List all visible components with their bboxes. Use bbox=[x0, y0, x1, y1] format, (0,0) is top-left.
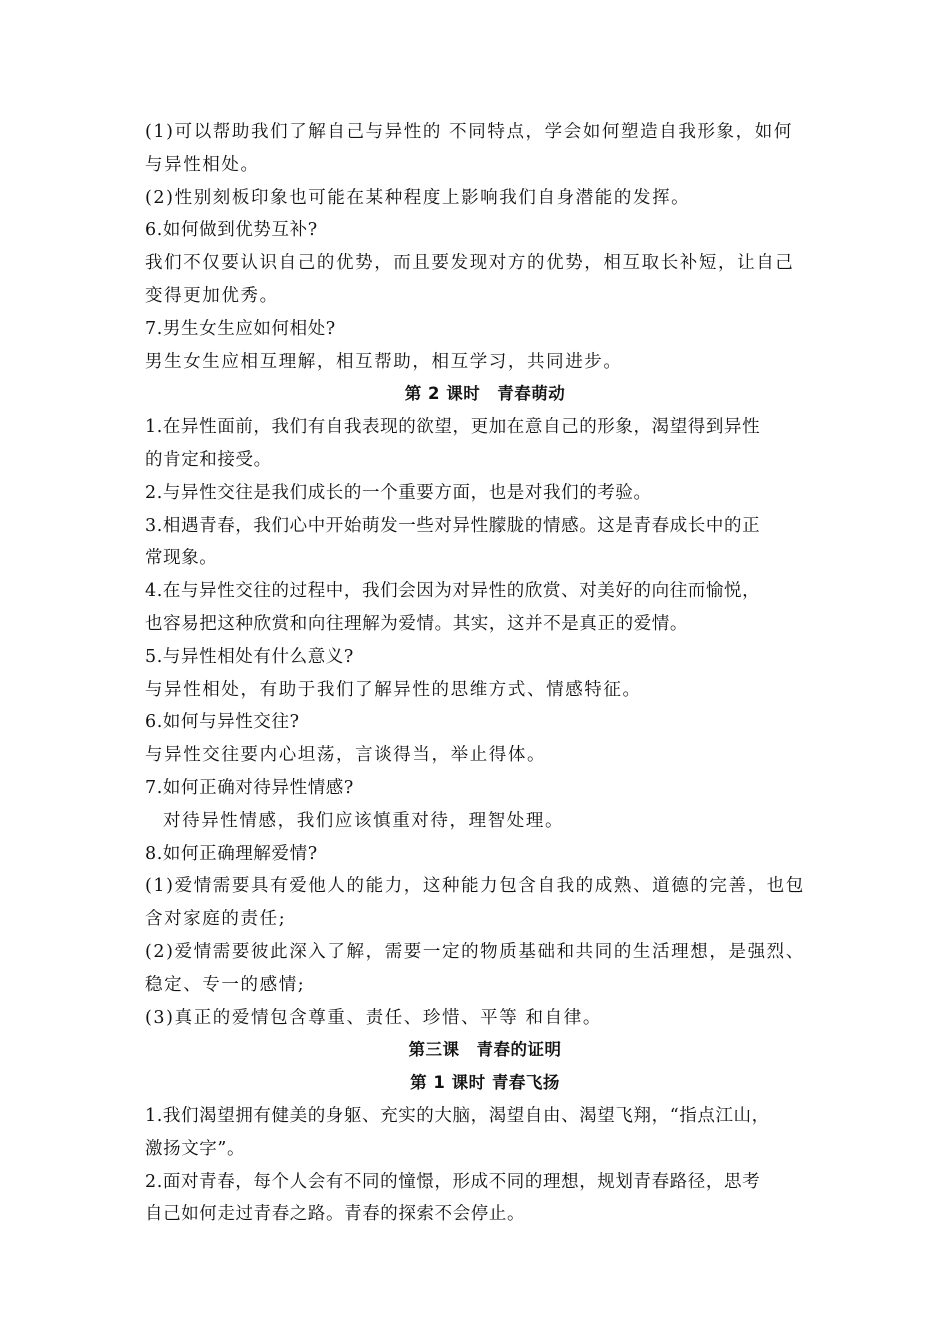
question-line: 5.与异性相处有什么意义? bbox=[145, 646, 354, 667]
question-line: 2.面对青春，每个人会有不同的憧憬，形成不同的理想，规划青春路径，思考 bbox=[145, 1171, 761, 1192]
section-heading: 第 2 课时 青春萌动 bbox=[404, 384, 566, 404]
text-line: 与异性交往要内心坦荡，言谈得当，举止得体。 bbox=[145, 745, 547, 766]
question-line: 1.在异性面前，我们有自我表现的欲望，更加在意自己的形象，渴望得到异性 bbox=[145, 417, 761, 438]
text-line: 对待异性情感，我们应该慎重对待，理智处理。 bbox=[163, 810, 565, 831]
text-line: 与异性相处。 bbox=[145, 154, 260, 175]
text-line: 含对家庭的责任; bbox=[145, 909, 287, 930]
question-line: 常现象。 bbox=[145, 548, 218, 569]
text-line: 变得更加优秀。 bbox=[145, 285, 279, 306]
section-heading: 第三课 青春的证明 bbox=[408, 1040, 562, 1060]
section-heading: 第 1 课时 青春飞扬 bbox=[410, 1073, 560, 1093]
question-line: 也容易把这种欣赏和向往理解为爱情。其实，这并不是真正的爱情。 bbox=[145, 613, 688, 634]
text-line: (1)爱情需要具有爱他人的能力，这种能力包含自我的成熟、道德的完善，也包 bbox=[145, 876, 805, 897]
question-line: 7.如何正确对待异性情感? bbox=[145, 777, 354, 798]
question-line: 6.如何做到优势互补? bbox=[145, 220, 318, 241]
document-body bbox=[145, 116, 815, 1231]
text-line: (2)爱情需要彼此深入了解，需要一定的物质基础和共同的生活理想，是强烈、 bbox=[145, 941, 805, 962]
text-line: 男生女生应相互理解，相互帮助，相互学习，共同进步。 bbox=[145, 351, 623, 372]
question-line: 激扬文字”。 bbox=[145, 1138, 246, 1159]
text-line: 稳定、专一的感情; bbox=[145, 974, 306, 995]
text-line: 我们不仅要认识自己的优势，而且要发现对方的优势，相互取长补短，让自己 bbox=[145, 253, 795, 274]
question-line: 2.与异性交往是我们成长的一个重要方面，也是对我们的考验。 bbox=[145, 482, 652, 503]
question-line: 7.男生女生应如何相处? bbox=[145, 318, 336, 339]
text-line: (3)真正的爱情包含尊重、责任、珍惜、平等 和自律。 bbox=[145, 1007, 602, 1028]
question-line: 8.如何正确理解爱情? bbox=[145, 843, 318, 864]
question-line: 自己如何走过青春之路。青春的探索不会停止。 bbox=[145, 1204, 526, 1225]
question-line: 1.我们渴望拥有健美的身躯、充实的大脑，渴望自由、渴望飞翔，“指点江山， bbox=[145, 1105, 770, 1126]
question-line: 3.相遇青春，我们心中开始萌发一些对异性朦胧的情感。这是青春成长中的正 bbox=[145, 515, 761, 536]
text-line: 与异性相处，有助于我们了解异性的思维方式、情感特征。 bbox=[145, 679, 642, 700]
question-line: 6.如何与异性交往? bbox=[145, 712, 300, 733]
text-line: (1)可以帮助我们了解自己与异性的 不同特点，学会如何塑造自我形象，如何 bbox=[145, 122, 793, 142]
text-line: (2)性别刻板印象也可能在某种程度上影响我们自身潜能的发挥。 bbox=[145, 187, 691, 208]
question-line: 的肯定和接受。 bbox=[145, 449, 272, 470]
question-line: 4.在与异性交往的过程中，我们会因为对异性的欣赏、对美好的向往而愉悦， bbox=[145, 581, 761, 602]
